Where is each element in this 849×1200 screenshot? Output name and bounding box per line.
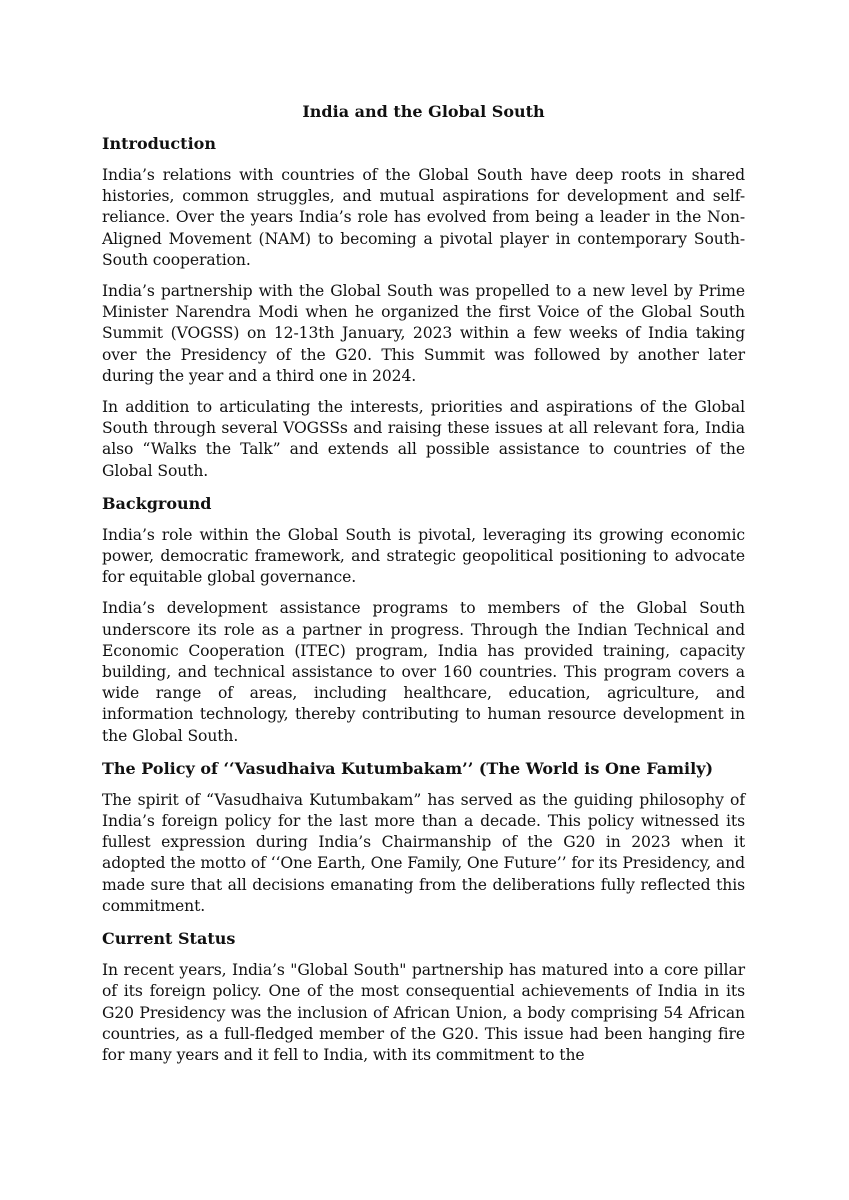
paragraph: In recent years, India’s "Global South" partnership has matured into a core pillar of its foreign policy. One of the most consequential achievements of India in its G20 Presidency was the inclusion of African Union, a body comprising 54 African countries, as a full-fledged member of the G20. This issue had been hanging fire for many years and it fell to India, with its commitment to the — [102, 961, 745, 1064]
section-heading-background: Background — [102, 493, 212, 513]
paragraph: India’s relations with countries of the Global South have deep roots in shared histories, common struggles, and mutual aspirations for development and self-reliance. Over the years India’s role has evolved from being a leader in the Non-Aligned Movement (NAM) to becoming a pivotal player in contemporary South-South cooperation. — [102, 166, 745, 269]
paragraph: In addition to articulating the interests, priorities and aspirations of the Global South through several VOGSSs and raising these issues at all relevant fora, India also “Walks the Talk” and extends all possible assistance to countries of the Global South. — [102, 398, 745, 480]
section-introduction — [102, 132, 745, 482]
paragraph: India’s development assistance programs to members of the Global South underscore its role as a partner in progress. Through the Indian Technical and Economic Cooperation (ITEC) program, India has provided training, capacity building, and technical assistance to over 160 countries. This program covers a wide range of areas, including healthcare, education, agriculture, and information technology, thereby contributing to human resource development in the Global South. — [102, 599, 745, 745]
section-current-status — [102, 927, 745, 1066]
document-title: India and the Global South — [302, 102, 545, 121]
section-heading-policy: The Policy of ‘‘Vasudhaiva Kutumbakam’’ (The World is One Family) — [102, 758, 714, 778]
section-heading-current-status: Current Status — [102, 929, 236, 949]
section-heading-introduction: Introduction — [102, 134, 216, 153]
section-policy — [102, 757, 745, 917]
paragraph: India’s role within the Global South is pivotal, leveraging its growing economic power, democratic framework, and strategic geopolitical positioning to advocate for equitable global governance. — [102, 525, 745, 587]
paragraph: India’s partnership with the Global South was propelled to a new level by Prime Minister Narendra Modi when he organized the first Voice of the Global South Summit (VOGSS) on 12-13th January, 2023 within a few weeks of India taking over the Presidency of the G20. This Summit was followed by another later during the year and a third one in 2024. — [102, 282, 745, 385]
paragraph: The spirit of “Vasudhaiva Kutumbakam” has served as the guiding philosophy of India’s foreign policy for the last more than a decade. This policy witnessed its fullest expression during India’s Chairmanship of the G20 in 2023 when it adopted the motto of ‘‘One Earth, One Family, One Future’’ for its Presidency, and made sure that all decisions emanating from the deliberations fully reflected this commitment. — [102, 790, 745, 915]
document-page — [102, 100, 745, 1066]
section-background — [102, 492, 745, 747]
